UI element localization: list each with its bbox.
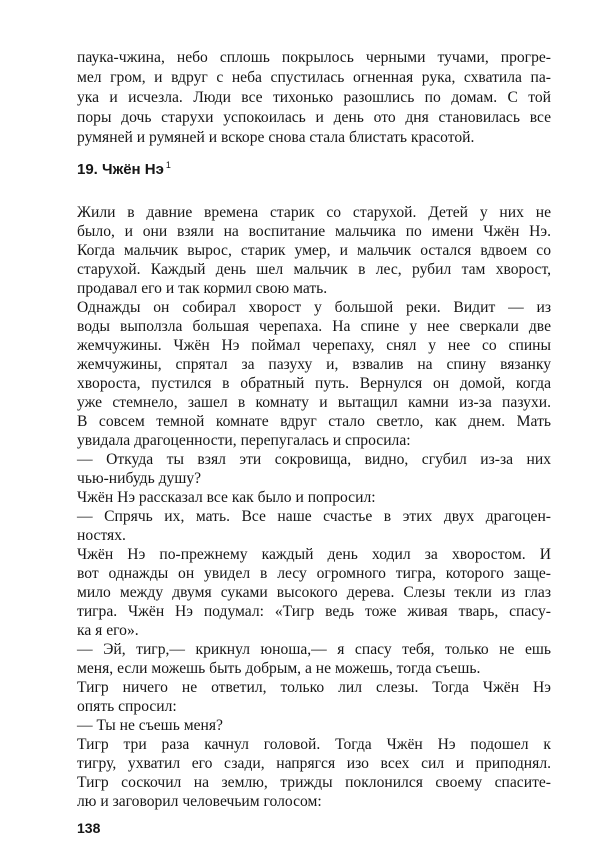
text-line: мило между двумя суками высокого дерева. Слезы текли из глаз xyxy=(77,584,551,601)
text-line: Тигр три раза качнул головой. Тогда Чжён Нэ подошел к xyxy=(77,736,551,753)
text-line: паука-чжина, небо сплошь покрылось черными тучами, прогре- xyxy=(77,49,551,66)
story-title: Чжён Нэ xyxy=(102,161,164,178)
text-line: — Ты не съешь меня? xyxy=(77,717,223,734)
text-line: было, и они взяли на воспитание мальчика по имени Чжён Нэ. xyxy=(77,223,551,240)
text-line: поры дочь старухи успокоилась и день ото дня становилась все xyxy=(77,109,551,126)
text-line: жемчужины. Чжён Нэ поймал черепаху, снял у нее со спины xyxy=(77,337,551,354)
text-line: хвороста, пустился в обратный путь. Вернулся он домой, когда xyxy=(77,375,551,392)
text-line: воды выползла большая черепаха. На спине у нее сверкали две xyxy=(77,318,551,335)
text-line: опять спросил: xyxy=(77,698,177,715)
text-line: старухой. Каждый день шел мальчик в лес, рубил там хворост, xyxy=(77,261,551,278)
text-line: Жили в давние времена старик со старухой. Детей у них не xyxy=(77,204,551,221)
text-line: жемчужины, спрятал за пазуху и, взвалив на спину вязанку xyxy=(77,356,551,373)
text-line: меня, если можешь быть добрым, а не можешь, тогда съешь. xyxy=(77,660,481,677)
text-line: ка я его». xyxy=(77,622,139,639)
text-line: Чжён Нэ по-прежнему каждый день ходил за хворостом. И xyxy=(77,546,551,563)
text-line: тигру, ухватил его сзади, напрягся изо всех сил и приподнял. xyxy=(77,755,551,772)
text-line: Когда мальчик вырос, старик умер, и мальчик остался вдвоем со xyxy=(77,242,551,259)
text-line: мел гром, и вдруг с неба спустилась огненная рука, схватила па- xyxy=(77,69,551,86)
text-line: тигра. Чжён Нэ подумал: «Тигр ведь тоже живая тварь, спасу- xyxy=(77,603,551,620)
text-line: ука и исчезла. Люди все тихонько разошлись по домам. С той xyxy=(77,89,551,106)
text-line: Тигр ничего не ответил, только лил слезы. Тогда Чжён Нэ xyxy=(77,679,551,696)
story-heading xyxy=(77,160,171,178)
story-number: 19. xyxy=(77,161,98,178)
text-line: румяней и румяней и вскоре снова стала блистать красотой. xyxy=(77,129,475,146)
text-line: вот однажды он увидел в лесу огромного тигра, которого заще- xyxy=(77,565,551,582)
text-line: В совсем темной комнате вдруг стало светло, как днем. Мать xyxy=(77,413,551,430)
text-line: Чжён Нэ рассказал все как было и попросил: xyxy=(77,489,376,506)
text-line: ностях. xyxy=(77,527,126,544)
text-line: — Откуда ты взял эти сокровища, видно, сгубил из-за них xyxy=(77,451,551,468)
text-line: лю и заговорил человечьим голосом: xyxy=(77,793,322,810)
text-line: продавал его и так кормил свою мать. xyxy=(77,280,328,297)
text-line: — Эй, тигр,— крикнул юноша,— я спасу тебя, только не ешь xyxy=(77,641,551,658)
text-line: — Спрячь их, мать. Все наше счастье в этих двух драгоцен- xyxy=(77,508,551,525)
text-line: Тигр соскочил на землю, трижды поклонился своему спасите- xyxy=(77,774,551,791)
page-number: 138 xyxy=(77,820,101,836)
text-line: уже стемнело, зашел в комнату и вытащил камни из-за пазухи. xyxy=(77,394,551,411)
footnote-mark: 1 xyxy=(165,160,171,170)
text-line: увидала драгоценности, перепугалась и спросила: xyxy=(77,432,411,449)
text-line: чью-нибудь душу? xyxy=(77,470,202,487)
text-line: Однажды он собирал хворост у большой реки. Видит — из xyxy=(77,299,551,316)
